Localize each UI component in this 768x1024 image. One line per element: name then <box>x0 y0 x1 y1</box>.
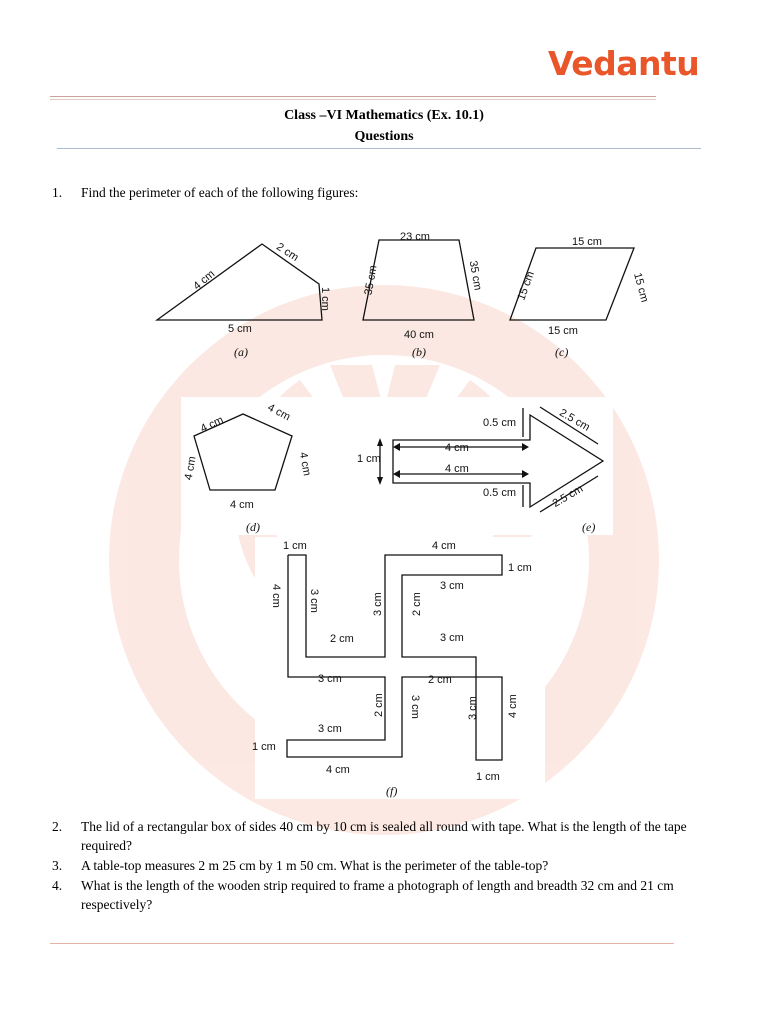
fig-f-label: 2 cm <box>411 592 423 616</box>
fig-f-label: 1 cm <box>508 562 532 574</box>
page-title: Class –VI Mathematics (Ex. 10.1) <box>284 108 484 123</box>
fig-f-label: 1 cm <box>476 771 500 783</box>
fig-e-label: 0.5 cm <box>483 417 517 429</box>
fig-e-label: 2.5 cm <box>550 482 586 510</box>
fig-f-label: 4 cm <box>432 540 456 552</box>
fig-f-label: 2 cm <box>373 693 385 717</box>
fig-c-label: 15 cm <box>572 236 602 248</box>
fig-d-label: 4 cm <box>230 499 254 511</box>
fig-c-label: 15 cm <box>515 269 537 303</box>
question-number: 1. <box>52 185 63 200</box>
fig-d-label: 4 cm <box>182 455 199 482</box>
fig-e-caption: (e) <box>582 520 596 534</box>
fig-a-caption: (a) <box>234 345 248 359</box>
fig-f-label: 3 cm <box>308 589 320 613</box>
question-number: 4. <box>52 878 63 893</box>
fig-e-label: 4 cm <box>445 442 469 454</box>
fig-b-label: 23 cm <box>400 231 430 243</box>
figure-panel <box>181 397 613 535</box>
fig-f-caption: (f) <box>386 784 398 798</box>
footer-rule <box>50 943 674 944</box>
fig-c-label: 15 cm <box>548 325 578 337</box>
fig-b-label: 35 cm <box>466 259 484 292</box>
fig-f-label: 2 cm <box>330 633 354 645</box>
fig-f-label: 3 cm <box>318 673 342 685</box>
question-number: 3. <box>52 858 63 873</box>
fig-a-label: 4 cm <box>191 267 218 293</box>
fig-a-label: 1 cm <box>319 287 331 311</box>
question-text: The lid of a rectangular box of sides 40 cm by 10 cm is sealed all round with tape. What is the length of the tape required? <box>81 819 687 853</box>
fig-f-label: 3 cm <box>372 592 384 616</box>
fig-b-label: 35 cm <box>362 264 380 297</box>
question-text: What is the length of the wooden strip required to frame a photograph of length and breadth 32 cm and 21 cm respectively? <box>81 878 674 912</box>
fig-f-label: 1 cm <box>252 741 276 753</box>
fig-f-label: 3 cm <box>409 695 421 719</box>
fig-f-label: 3 cm <box>467 696 479 720</box>
fig-e-label: 2.5 cm <box>557 406 592 434</box>
fig-a-label: 2 cm <box>274 240 301 264</box>
fig-b-label: 40 cm <box>404 329 434 341</box>
fig-b-caption: (b) <box>412 345 426 359</box>
fig-f-label: 4 cm <box>507 694 519 718</box>
fig-a-label: 5 cm <box>228 323 252 335</box>
fig-f-label: 3 cm <box>318 723 342 735</box>
fig-f-label: 3 cm <box>440 632 464 644</box>
page-subtitle: Questions <box>354 129 414 144</box>
fig-d-label: 4 cm <box>296 451 313 477</box>
fig-c-label: 15 cm <box>631 271 651 304</box>
question-text: A table-top measures 2 m 25 cm by 1 m 50 cm. What is the perimeter of the table-top? <box>81 858 549 873</box>
vedantu-logo: Vedantu <box>548 44 700 83</box>
fig-e-label: 4 cm <box>445 463 469 475</box>
fig-d-label: 4 cm <box>265 401 293 424</box>
question-text: Find the perimeter of each of the following figures: <box>81 185 359 200</box>
fig-f-label: 2 cm <box>428 674 452 686</box>
fig-f-label: 1 cm <box>283 540 307 552</box>
fig-f-label: 3 cm <box>440 580 464 592</box>
fig-d-label: 4 cm <box>198 414 226 436</box>
fig-f-label: 4 cm <box>326 764 350 776</box>
fig-f-label: 4 cm <box>270 584 282 608</box>
question-number: 2. <box>52 819 63 834</box>
fig-c-caption: (c) <box>555 345 569 359</box>
fig-d-caption: (d) <box>246 520 260 534</box>
fig-e-label: 0.5 cm <box>483 487 517 499</box>
fig-e-label: 1 cm <box>357 453 381 465</box>
